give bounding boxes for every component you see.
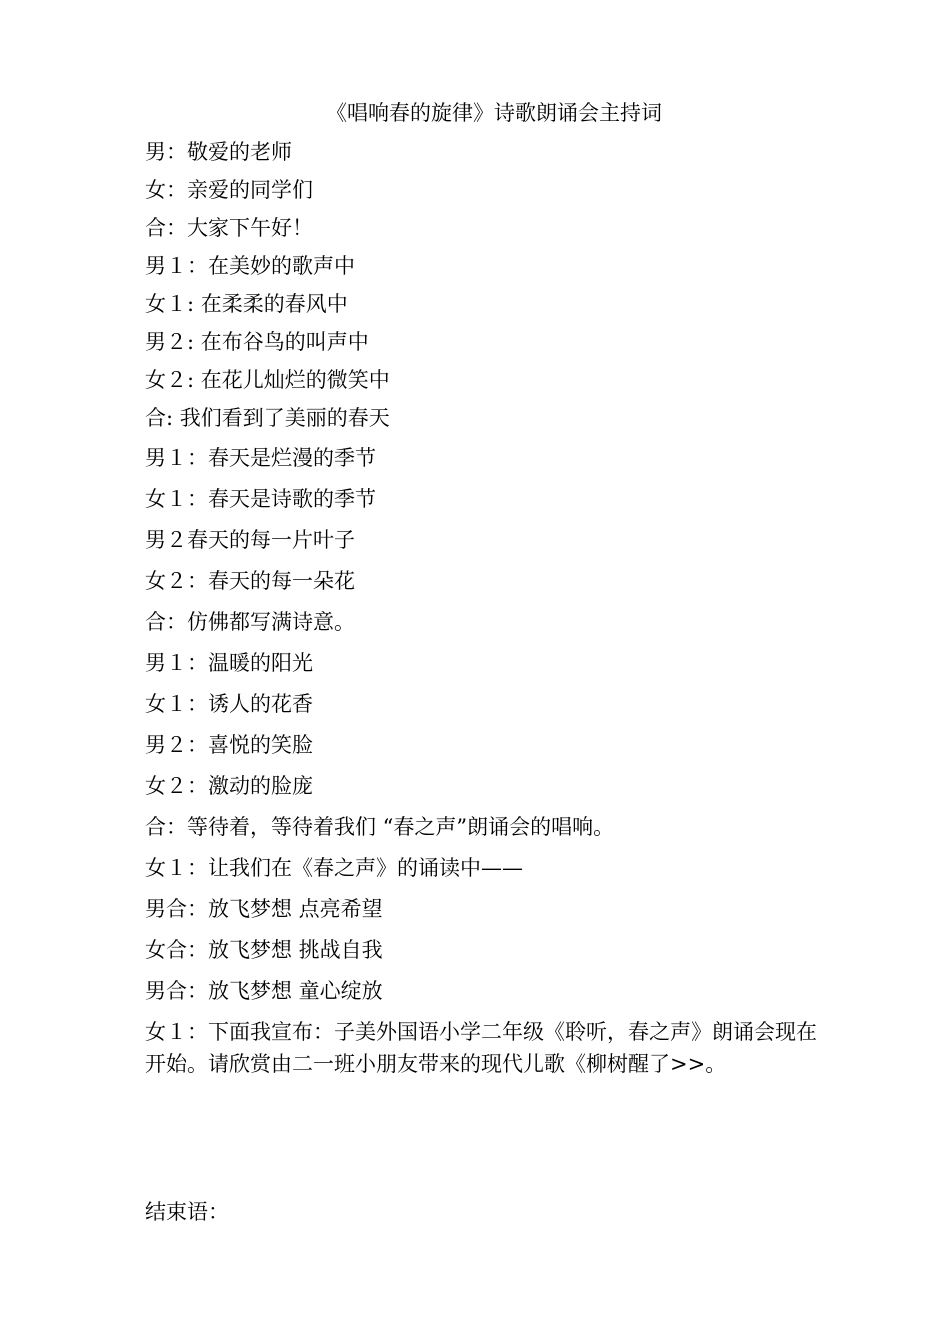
script-line: 男２春天的每一片叶子 <box>145 528 355 552</box>
script-line: 女１：让我们在《春之声》的诵读中—— <box>145 856 523 880</box>
script-line: 合：等待着，等待着我们 “春之声”朗诵会的唱响。 <box>145 815 615 839</box>
script-line: 女１: 在柔柔的春风中 <box>145 292 348 316</box>
script-line: 男１：温暖的阳光 <box>145 651 313 675</box>
script-line: 合：大家下午好！ <box>145 216 313 240</box>
script-line: 女２：春天的每一朵花 <box>145 569 355 593</box>
script-line: 女合：放飞梦想 挑战自我 <box>145 938 383 962</box>
script-line: 合：仿佛都写满诗意。 <box>145 610 355 634</box>
script-line: 男２: 在布谷鸟的叫声中 <box>145 330 369 354</box>
script-line: 男１：春天是烂漫的季节 <box>145 446 376 470</box>
script-line: 女：亲爱的同学们 <box>145 178 313 202</box>
script-line: 男：敬爱的老师 <box>145 140 292 164</box>
script-line: 女１：春天是诗歌的季节 <box>145 487 376 511</box>
script-line: 男１：在美妙的歌声中 <box>145 254 355 278</box>
script-line: 合: 我们看到了美丽的春天 <box>145 406 390 430</box>
script-line: 女２：激动的脸庞 <box>145 774 313 798</box>
script-line: 男合：放飞梦想 童心绽放 <box>145 979 383 1003</box>
script-line: 男２：喜悦的笑脸 <box>145 733 313 757</box>
script-line: 男合：放飞梦想 点亮希望 <box>145 897 383 921</box>
closing-label: 结束语： <box>145 1200 229 1224</box>
document-title: 《唱响春的旋律》诗歌朗诵会主持词 <box>326 101 662 125</box>
script-line: 女１：下面我宣布：子美外国语小学二年级《聆听，春之声》朗诵会现在开始。请欣赏由二一班小朋友带来的现代儿歌《柳树醒了>>。 <box>145 1020 817 1076</box>
script-lines <box>145 136 825 1080</box>
script-line: 女２: 在花儿灿烂的微笑中 <box>145 368 390 392</box>
script-line: 女１：诱人的花香 <box>145 692 313 716</box>
